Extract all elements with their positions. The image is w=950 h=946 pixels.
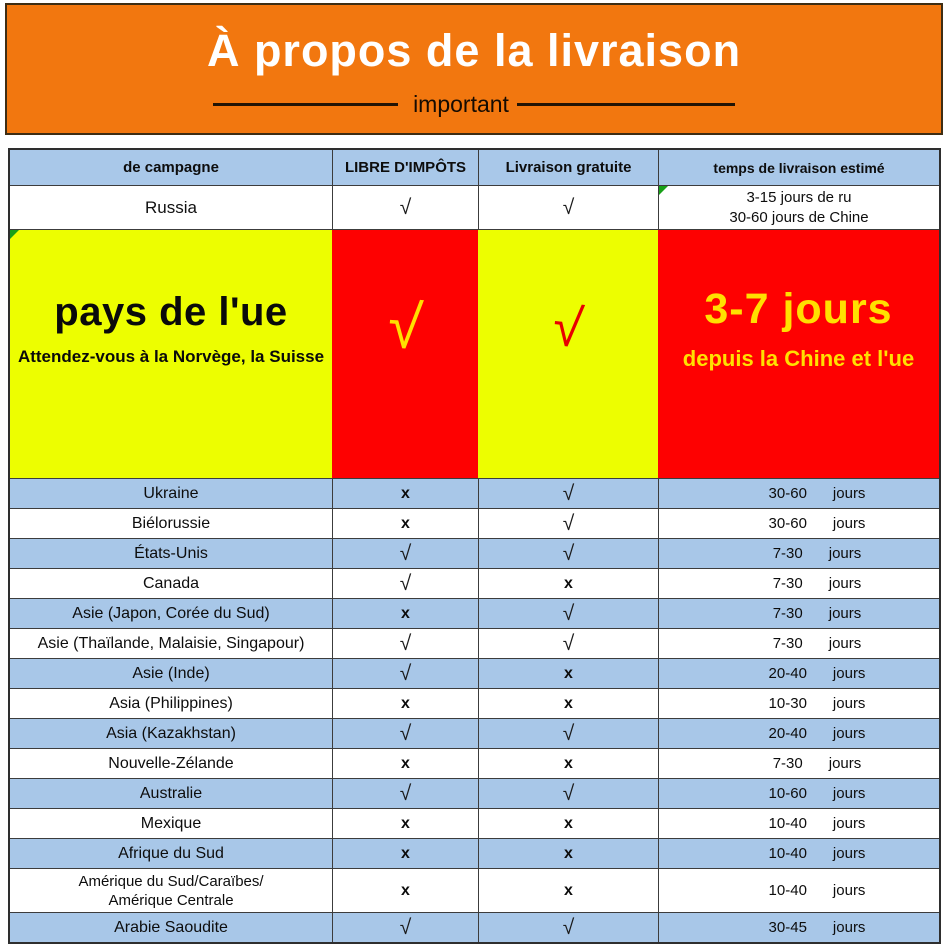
free-shipping-cell bbox=[478, 809, 658, 838]
check-mark: x bbox=[564, 881, 573, 899]
time-value: 30-45 bbox=[768, 919, 807, 936]
delivery-time-cell bbox=[658, 539, 939, 568]
country-label: Mexique bbox=[140, 815, 202, 832]
table-row bbox=[10, 628, 939, 658]
check-mark: √ bbox=[385, 291, 425, 364]
free-shipping-cell bbox=[478, 839, 658, 868]
check-mark: x bbox=[564, 844, 573, 862]
header-country: de campagne bbox=[123, 159, 219, 176]
delivery-time-cell bbox=[658, 186, 939, 229]
check-mark: x bbox=[401, 604, 410, 622]
time-value: 7-30 bbox=[772, 545, 803, 562]
eu-subtitle: Attendez-vous à la Norvège, la Suisse bbox=[17, 346, 325, 366]
country-cell bbox=[10, 719, 332, 748]
check-mark: √ bbox=[562, 511, 575, 535]
tax-free-cell bbox=[332, 869, 478, 912]
free-shipping-cell bbox=[478, 719, 658, 748]
time-value: 7-30 bbox=[772, 605, 803, 622]
free-shipping-cell bbox=[478, 509, 658, 538]
delivery-time-cell bbox=[658, 659, 939, 688]
tax-free-cell bbox=[332, 539, 478, 568]
delivery-time-cell bbox=[658, 719, 939, 748]
check-mark: x bbox=[564, 664, 573, 682]
country-cell bbox=[10, 599, 332, 628]
tax-free-cell bbox=[332, 509, 478, 538]
free-shipping-cell bbox=[478, 913, 658, 942]
header-delivery-time: temps de livraison estimé bbox=[658, 150, 939, 185]
time-unit: jours bbox=[832, 665, 866, 682]
table-row bbox=[10, 868, 939, 912]
time-line: 3-15 jours de ru bbox=[746, 188, 852, 206]
country-cell bbox=[10, 809, 332, 838]
time-unit: jours bbox=[832, 515, 866, 532]
check-mark: √ bbox=[562, 915, 575, 939]
check-mark: x bbox=[401, 514, 410, 532]
check-mark: x bbox=[564, 694, 573, 712]
country-label: Biélorussie bbox=[131, 515, 211, 532]
country-cell bbox=[10, 869, 332, 912]
table-row bbox=[10, 778, 939, 808]
country-label: Afrique du Sud bbox=[118, 845, 224, 862]
time-unit: jours bbox=[828, 755, 862, 772]
free-shipping-cell bbox=[478, 689, 658, 718]
tax-free-cell bbox=[332, 839, 478, 868]
tax-free-cell bbox=[332, 689, 478, 718]
check-mark: x bbox=[564, 754, 573, 772]
country-label: Asia (Kazakhstan) bbox=[106, 725, 236, 742]
time-unit: jours bbox=[832, 725, 866, 742]
country-cell bbox=[10, 569, 332, 598]
delivery-time-cell bbox=[658, 479, 939, 508]
table-row bbox=[10, 508, 939, 538]
time-line: 30-60 jours de Chine bbox=[729, 208, 869, 226]
country-cell bbox=[10, 509, 332, 538]
time-unit: jours bbox=[828, 605, 862, 622]
check-mark: √ bbox=[399, 195, 412, 219]
free-shipping-cell bbox=[478, 869, 658, 912]
table-row bbox=[10, 688, 939, 718]
table-row bbox=[10, 808, 939, 838]
time-value: 7-30 bbox=[772, 575, 803, 592]
country-label: Asia (Philippines) bbox=[109, 695, 233, 712]
delivery-time-cell bbox=[658, 599, 939, 628]
time-value: 20-40 bbox=[768, 665, 807, 682]
delivery-time-cell bbox=[658, 779, 939, 808]
tax-free-cell bbox=[332, 629, 478, 658]
check-mark: x bbox=[401, 484, 410, 502]
delivery-time-cell bbox=[658, 569, 939, 598]
tax-free-cell bbox=[332, 749, 478, 778]
tax-free-cell bbox=[332, 230, 478, 478]
check-mark: x bbox=[401, 881, 410, 899]
eu-delivery-time: 3-7 jours bbox=[704, 284, 893, 333]
table-header-row bbox=[10, 150, 939, 185]
check-mark: √ bbox=[399, 541, 412, 565]
check-mark: √ bbox=[550, 296, 586, 360]
time-unit: jours bbox=[832, 882, 866, 899]
eu-title: pays de l'ue bbox=[54, 289, 288, 334]
time-value: 10-40 bbox=[768, 845, 807, 862]
country-cell bbox=[10, 913, 332, 942]
delivery-time-cell bbox=[658, 839, 939, 868]
country-cell bbox=[10, 230, 332, 478]
free-shipping-cell bbox=[478, 230, 658, 478]
country-label: Asie (Inde) bbox=[132, 665, 210, 682]
country-label: Australie bbox=[139, 785, 203, 802]
country-label: Canada bbox=[142, 575, 200, 592]
check-mark: √ bbox=[562, 721, 575, 745]
tax-free-cell bbox=[332, 809, 478, 838]
time-unit: jours bbox=[832, 785, 866, 802]
country-label: Amérique du Sud/Caraïbes/ bbox=[78, 872, 264, 890]
country-label-line2: Amérique Centrale bbox=[108, 891, 234, 909]
divider-line-right bbox=[517, 103, 735, 106]
delivery-time-cell bbox=[658, 629, 939, 658]
country-cell bbox=[10, 659, 332, 688]
delivery-time-cell bbox=[658, 869, 939, 912]
header-free-shipping: Livraison gratuite bbox=[478, 150, 658, 185]
free-shipping-cell bbox=[478, 779, 658, 808]
check-mark: x bbox=[564, 574, 573, 592]
important-divider bbox=[7, 91, 941, 118]
free-shipping-cell bbox=[478, 479, 658, 508]
delivery-time-cell bbox=[658, 230, 939, 478]
table-row bbox=[10, 538, 939, 568]
time-value: 10-40 bbox=[768, 815, 807, 832]
free-shipping-cell bbox=[478, 749, 658, 778]
free-shipping-cell bbox=[478, 569, 658, 598]
free-shipping-cell bbox=[478, 599, 658, 628]
country-label: Asie (Japon, Corée du Sud) bbox=[72, 605, 270, 622]
table-row-eu-highlight bbox=[10, 229, 939, 478]
table-row bbox=[10, 912, 939, 942]
cell-corner-marker bbox=[10, 230, 19, 239]
country-cell bbox=[10, 779, 332, 808]
country-cell bbox=[10, 479, 332, 508]
important-label: important bbox=[413, 91, 509, 117]
country-cell bbox=[10, 689, 332, 718]
time-unit: jours bbox=[832, 845, 866, 862]
table-row bbox=[10, 598, 939, 628]
delivery-time-cell bbox=[658, 749, 939, 778]
table-row bbox=[10, 478, 939, 508]
check-mark: √ bbox=[399, 781, 412, 805]
banner bbox=[5, 3, 943, 135]
divider-line-left bbox=[213, 103, 398, 106]
shipping-table bbox=[8, 148, 941, 944]
country-cell: Russia bbox=[145, 197, 197, 217]
page-title: À propos de la livraison bbox=[206, 25, 742, 76]
time-unit: jours bbox=[828, 635, 862, 652]
check-mark: x bbox=[401, 754, 410, 772]
free-shipping-cell bbox=[478, 659, 658, 688]
check-mark: x bbox=[401, 814, 410, 832]
free-shipping-cell bbox=[478, 186, 658, 229]
time-value: 20-40 bbox=[768, 725, 807, 742]
header-tax-free: LIBRE D'IMPÔTS bbox=[332, 150, 478, 185]
check-mark: √ bbox=[562, 195, 575, 219]
tax-free-cell bbox=[332, 913, 478, 942]
time-value: 30-60 bbox=[768, 515, 807, 532]
country-cell bbox=[10, 839, 332, 868]
table-row bbox=[10, 658, 939, 688]
check-mark: √ bbox=[562, 481, 575, 505]
country-label: États-Unis bbox=[134, 545, 208, 562]
tax-free-cell bbox=[332, 479, 478, 508]
time-value: 7-30 bbox=[772, 755, 803, 772]
check-mark: x bbox=[401, 844, 410, 862]
check-mark: √ bbox=[562, 781, 575, 805]
check-mark: √ bbox=[562, 601, 575, 625]
time-unit: jours bbox=[832, 485, 866, 502]
delivery-time-cell bbox=[658, 809, 939, 838]
time-value: 10-40 bbox=[768, 882, 807, 899]
eu-delivery-origin: depuis la Chine et l'ue bbox=[682, 345, 915, 371]
country-label: Arabie Saoudite bbox=[114, 919, 228, 936]
table-row bbox=[10, 568, 939, 598]
country-label: Ukraine bbox=[143, 485, 199, 502]
table-row bbox=[10, 748, 939, 778]
tax-free-cell bbox=[332, 599, 478, 628]
table-row bbox=[10, 838, 939, 868]
check-mark: √ bbox=[399, 571, 412, 595]
time-value: 10-60 bbox=[768, 785, 807, 802]
tax-free-cell bbox=[332, 569, 478, 598]
country-label: Nouvelle-Zélande bbox=[108, 755, 234, 772]
table-row-russia bbox=[10, 185, 939, 229]
time-value: 10-30 bbox=[768, 695, 807, 712]
check-mark: √ bbox=[399, 915, 412, 939]
time-unit: jours bbox=[832, 919, 866, 936]
free-shipping-cell bbox=[478, 629, 658, 658]
tax-free-cell bbox=[332, 779, 478, 808]
check-mark: √ bbox=[562, 541, 575, 565]
free-shipping-cell bbox=[478, 539, 658, 568]
check-mark: √ bbox=[399, 721, 412, 745]
country-label: Asie (Thaïlande, Malaisie, Singapour) bbox=[37, 635, 305, 652]
time-unit: jours bbox=[828, 545, 862, 562]
check-mark: x bbox=[564, 814, 573, 832]
tax-free-cell bbox=[332, 186, 478, 229]
check-mark: x bbox=[401, 694, 410, 712]
check-mark: √ bbox=[399, 661, 412, 685]
tax-free-cell bbox=[332, 719, 478, 748]
delivery-time-cell bbox=[658, 913, 939, 942]
country-cell bbox=[10, 629, 332, 658]
delivery-time-cell bbox=[658, 689, 939, 718]
delivery-time-cell bbox=[658, 509, 939, 538]
time-value: 7-30 bbox=[772, 635, 803, 652]
table-row bbox=[10, 718, 939, 748]
check-mark: √ bbox=[399, 631, 412, 655]
time-unit: jours bbox=[832, 815, 866, 832]
time-value: 30-60 bbox=[768, 485, 807, 502]
time-unit: jours bbox=[832, 695, 866, 712]
check-mark: √ bbox=[562, 631, 575, 655]
time-unit: jours bbox=[828, 575, 862, 592]
tax-free-cell bbox=[332, 659, 478, 688]
cell-corner-marker bbox=[659, 186, 668, 195]
country-cell bbox=[10, 749, 332, 778]
country-cell bbox=[10, 539, 332, 568]
